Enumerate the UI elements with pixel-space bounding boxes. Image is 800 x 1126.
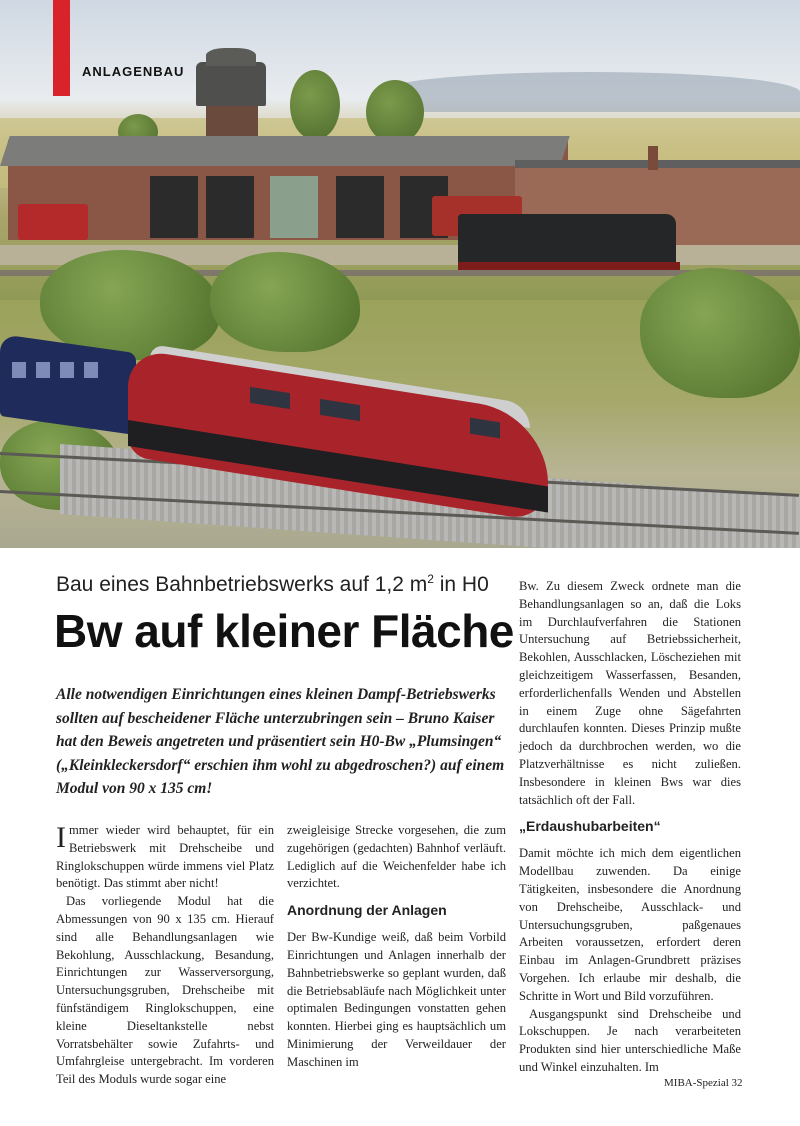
shunting-locomotive	[18, 204, 88, 240]
section-heading: Anordnung der Anlagen	[287, 902, 447, 919]
roundhouse-door	[270, 176, 318, 238]
text-column-2	[287, 822, 506, 1072]
coach-window	[60, 362, 74, 378]
coach-window	[84, 362, 98, 378]
article-subtitle	[56, 572, 489, 597]
bush	[210, 252, 360, 352]
section-marker-bar	[53, 0, 70, 96]
drop-cap: I	[56, 821, 66, 854]
coach-window	[36, 362, 50, 378]
tree	[290, 70, 340, 140]
header-photo	[0, 0, 800, 548]
distant-hills	[380, 72, 800, 112]
page-footer: MIBA-Spezial 32	[664, 1077, 743, 1089]
subtitle-end: in H0	[433, 573, 489, 596]
subtitle-text: Bau eines Bahnbetriebswerks auf 1,2 m	[56, 573, 428, 596]
roundhouse-door	[150, 176, 198, 238]
coach-window	[12, 362, 26, 378]
paragraph: Das vorliegende Modul hat die Abmessungen von 90 x 135 cm. Hierauf sind alle Behandlungsanlagen wie Bekohlung, Ausschlackung, Besandung, Einrichtungen zur Wasserversorgung, Untersuchungsgruben, Drehscheibe mit fünfständigem Ringlokschuppen, eine kleine Dieseltankstelle nebst Vorratsbehälter sowie Zufahrts- und Umfahrgleise untergebracht. Im vorderen Teil des Moduls wurde sogar eine	[56, 894, 274, 1087]
paragraph: Ausgangspunkt sind Drehscheibe und Lokschuppen. Je nach verarbeiteten Produkten sind hier unterschiedliche Maße und Winkel einzuhalten. Im	[519, 1006, 741, 1074]
section-heading: „Erdaushubarbeiten“	[519, 818, 661, 835]
paragraph: Der Bw-Kundige weiß, daß beim Vorbild Einrichtungen und Anlagen innerhalb der Bahnbetriebswerke so geplant wurden, daß die Betriebsabläufe nach Möglichkeit unter optimalen Bedingungen vonstatten gehen konnten. Hierbei ging es hauptsächlich um Minimierung der Verweildauer der Maschinen im	[287, 930, 506, 1069]
water-tower-tank	[196, 62, 266, 106]
tree	[366, 80, 424, 144]
bush	[640, 268, 800, 398]
article-intro: Alle notwendigen Einrichtungen eines kleinen Dampf-Betriebswerks sollten auf bescheidener Fläche unterzubringen sein – Bruno Kaiser hat den Beweis angetreten und präsentiert sein H0-Bw „Plumsingen“ („Kleinkleckersdorf“ erschien ihm wohl zu abgedroschen?) auf einem Modul von 90 x 135 cm!	[56, 686, 505, 797]
article-title: Bw auf kleiner Fläche	[54, 605, 514, 657]
chimney	[648, 146, 658, 170]
roundhouse-roof	[0, 136, 570, 166]
steam-locomotive	[458, 214, 676, 264]
paragraph: Bw. Zu diesem Zweck ordnete man die Behandlungsanlagen so an, daß die Loks im Durchlaufverfahren die Stationen Untersuchung auf Betriebssicherheit, Bekohlen, Ausschlacken, Löscheziehen mit gleichzeitigem Wasserfassen, Besanden, erforderlichenfalls Wenden und Abstellen in einem Zuge ohne Sägefahrten durchlaufen konnten. Dieses Prinzip mußte jedoch da durchbrochen werden, wo die Platzverhältnisse es nicht zuließen. Insbesondere in kleinen Bws war dies tatsächlich oft der Fall.	[519, 579, 741, 807]
water-tower-roof	[206, 48, 256, 66]
paragraph: Damit möchte ich mich dem eigentlichen Modellbau zuwenden. Da einige Tätigkeiten, insbesondere die Anordnung von Drehscheibe, Ausschlack- und Untersuchungsgruben, paßgenaues Arbeiten voraussetzen, erfordert deren Einbau im Anlagen-Grundbrett präzises Vorgehen. Ich erlaube mir deshalb, die Schritte in Wort und Bild vorzuführen.	[519, 846, 741, 1003]
text-column-3	[519, 578, 741, 1077]
roundhouse-door	[206, 176, 254, 238]
paragraph-text: mmer wieder wird behauptet, für ein Betriebswerk mit Drehscheibe und Ringlokschuppen würde immens viel Platz benötigt. Das stimmt aber nicht!	[56, 823, 274, 891]
section-label: ANLAGENBAU	[82, 64, 185, 79]
text-column-1	[56, 822, 274, 1089]
paragraph: zweigleisige Strecke vorgesehen, die zum zugehörigen (gedachten) Bahnhof verläuft. Lediglich auf die Weichenfelder habe ich verzichtet.	[287, 823, 506, 891]
paragraph	[56, 822, 274, 893]
subtitle-superscript: 2	[427, 572, 434, 586]
roundhouse-door	[336, 176, 384, 238]
